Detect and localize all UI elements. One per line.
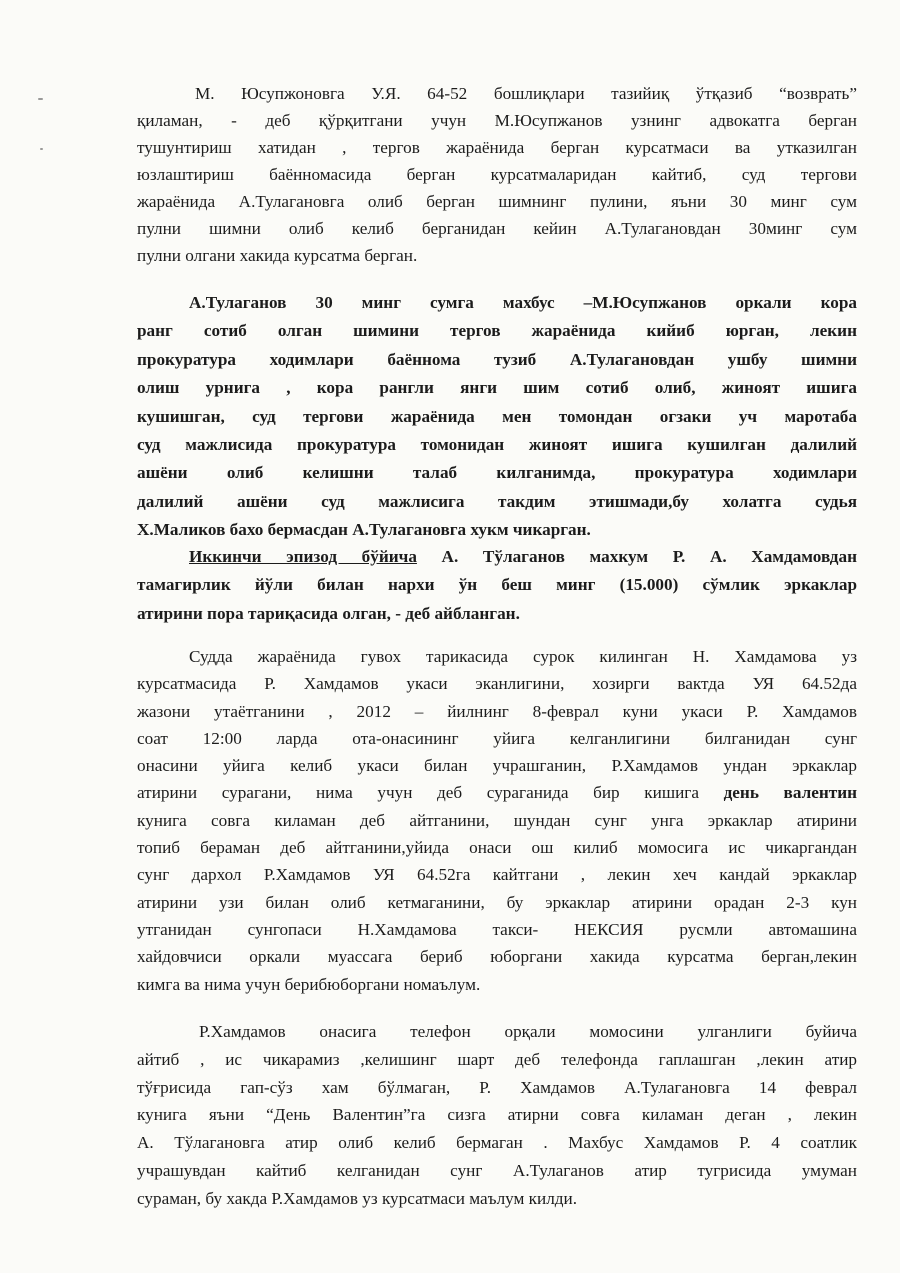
paragraph-line: М. Юсупжоновга У.Я. 64-52 бошлиқлари тазийиқ ўтқазиб “возврать” xyxy=(195,84,857,103)
paragraph-line: утганидан сунгопаси Н.Хамдамова такси- НЕКСИЯ русмли автомашина xyxy=(137,919,857,939)
paragraph-line: соат 12:00 ларда ота-онасининг уйига келганлигини билганидан сунг xyxy=(137,728,857,748)
episode-heading: Иккинчи эпизод бўйича xyxy=(189,547,417,566)
paragraph-line: юзлаштириш баённомасида берган курсатмаларидан кайтиб, суд тергови xyxy=(137,165,857,184)
paragraph-line: қиламан, - деб қўрқитгани учун М.Юсупжанов узнинг адвокатга берган xyxy=(137,111,857,130)
paragraph-line: атирини узи билан олиб кетмаганини, бу эркаклар атирини орадан 2-3 кун xyxy=(137,892,857,912)
paragraph-line xyxy=(137,543,857,571)
paragraph-line: прокуратура ходимлари баённома тузиб А.Тулагановдан ушбу шимни xyxy=(137,349,857,369)
paragraph-line xyxy=(137,779,857,806)
paragraph-line: А. Тўлагановга атир олиб келиб бермаган . Махбус Хамдамов Р. 4 соатлик xyxy=(137,1133,857,1153)
paragraph-line: ранг сотиб олган шимини тергов жараёнида кийиб юрган, лекин xyxy=(137,321,857,341)
paragraph-line: ашёни олиб келишни талаб килганимда, прокуратура ходимлари xyxy=(137,463,857,483)
paragraph-line: сураман, бу хакда Р.Хамдамов уз курсатмаси маълум килди. xyxy=(137,1188,578,1208)
paragraph-line: Х.Маликов бахо бермасдан А.Тулагановга хукм чикарган. xyxy=(137,520,591,540)
paragraph-line: Судда жараёнида гувох тарикасида сурок килинган Н. Хамдамова уз xyxy=(189,647,857,666)
paragraph-line: топиб бераман деб айтганини,уйида онаси ош килиб момосига ис чикаргандан xyxy=(137,838,857,858)
paragraph-line: кунига яъни “День Валентин”га сизга атирни совға киламан деган , лекин xyxy=(137,1105,857,1125)
paragraph-line: пулни олгани хакида курсатма берган. xyxy=(137,246,418,265)
paragraph-line: Р.Хамдамов онасига телефон орқали момосини улганлиги буйича xyxy=(199,1022,857,1041)
paragraph-line: пулни шимни олиб келиб берганидан кейин А.Тулагановдан 30минг сум xyxy=(137,219,857,238)
paragraph-line: атирини пора тариқасида олган, - деб айбланган. xyxy=(137,603,520,623)
paragraph-line: суд мажлисида прокуратура томонидан жиноят ишига кушилган далилий xyxy=(137,434,857,454)
paragraph-2 xyxy=(137,289,857,545)
paragraph-line-start: атирини сурагани, нима учун деб сураганида бир кишига xyxy=(137,783,699,803)
paragraph-line-rest: А. Тўлаганов махкум Р. А. Хамдамовдан xyxy=(416,547,857,566)
paragraph-line: онасини уйига келиб укаси билан учрашганин, Р.Хамдамов ундан эркаклар xyxy=(137,756,857,776)
paragraph-line: А.Тулаганов 30 минг сумга махбус –М.Юсупжанов оркали кора xyxy=(189,293,857,312)
scan-mark xyxy=(38,98,43,100)
scan-mark xyxy=(40,148,43,150)
paragraph-line: сунг дархол Р.Хамдамов УЯ 64.52га кайтгани , лекин хеч кандай эркаклар xyxy=(137,865,857,885)
paragraph-line: жараёнида А.Тулагановга олиб берган шимнинг пулини, яъни 30 минг сум xyxy=(137,192,857,211)
paragraph-1 xyxy=(137,80,857,269)
paragraph-line: кушишган, суд тергови жараёнида мен томондан огзаки уч маротаба xyxy=(137,406,857,426)
paragraph-line: жазони утаётганини , 2012 – йилнинг 8-феврал куни укаси Р. Хамдамов xyxy=(137,701,857,721)
paragraph-line: тамагирлик йўли билан нархи ўн беш минг (15.000) сўмлик эркаклар xyxy=(137,575,857,595)
paragraph-line: курсатмасида Р. Хамдамов укаси эканлигини, хозирги вактда УЯ 64.52да xyxy=(137,674,857,694)
paragraph-4 xyxy=(137,643,857,998)
paragraph-line: учрашувдан кайтиб келганидан сунг А.Тулаганов атир тугрисида умуман xyxy=(137,1160,857,1180)
paragraph-line: кимга ва нима учун берибюборгани номаълум. xyxy=(137,974,481,994)
paragraph-3 xyxy=(137,543,857,628)
paragraph-line: хайдовчиси оркали муассага бериб юборгани хакида курсатма берган,лекин xyxy=(137,947,857,967)
paragraph-line: далилий ашёни суд мажлисига такдим этишмади,бу холатга судья xyxy=(137,491,857,511)
paragraph-line: кунига совга киламан деб айтганини, шундан сунг унга эркаклар атирини xyxy=(137,810,857,830)
paragraph-line: тушунтириш хатидан , тергов жараёнида берган курсатмаси ва утказилган xyxy=(137,138,857,157)
paragraph-line: тўғрисида гап-сўз хам бўлмаган, Р. Хамдамов А.Тулагановга 14 феврал xyxy=(137,1077,857,1097)
bold-phrase: день валентин xyxy=(723,783,857,803)
paragraph-line: айтиб , ис чикарамиз ,келишинг шарт деб телефонда гаплашган ,лекин атир xyxy=(137,1049,857,1069)
paragraph-5 xyxy=(137,1018,857,1213)
paragraph-line: олиш урнига , кора рангли янги шим сотиб олиб, жиноят ишига xyxy=(137,378,857,398)
